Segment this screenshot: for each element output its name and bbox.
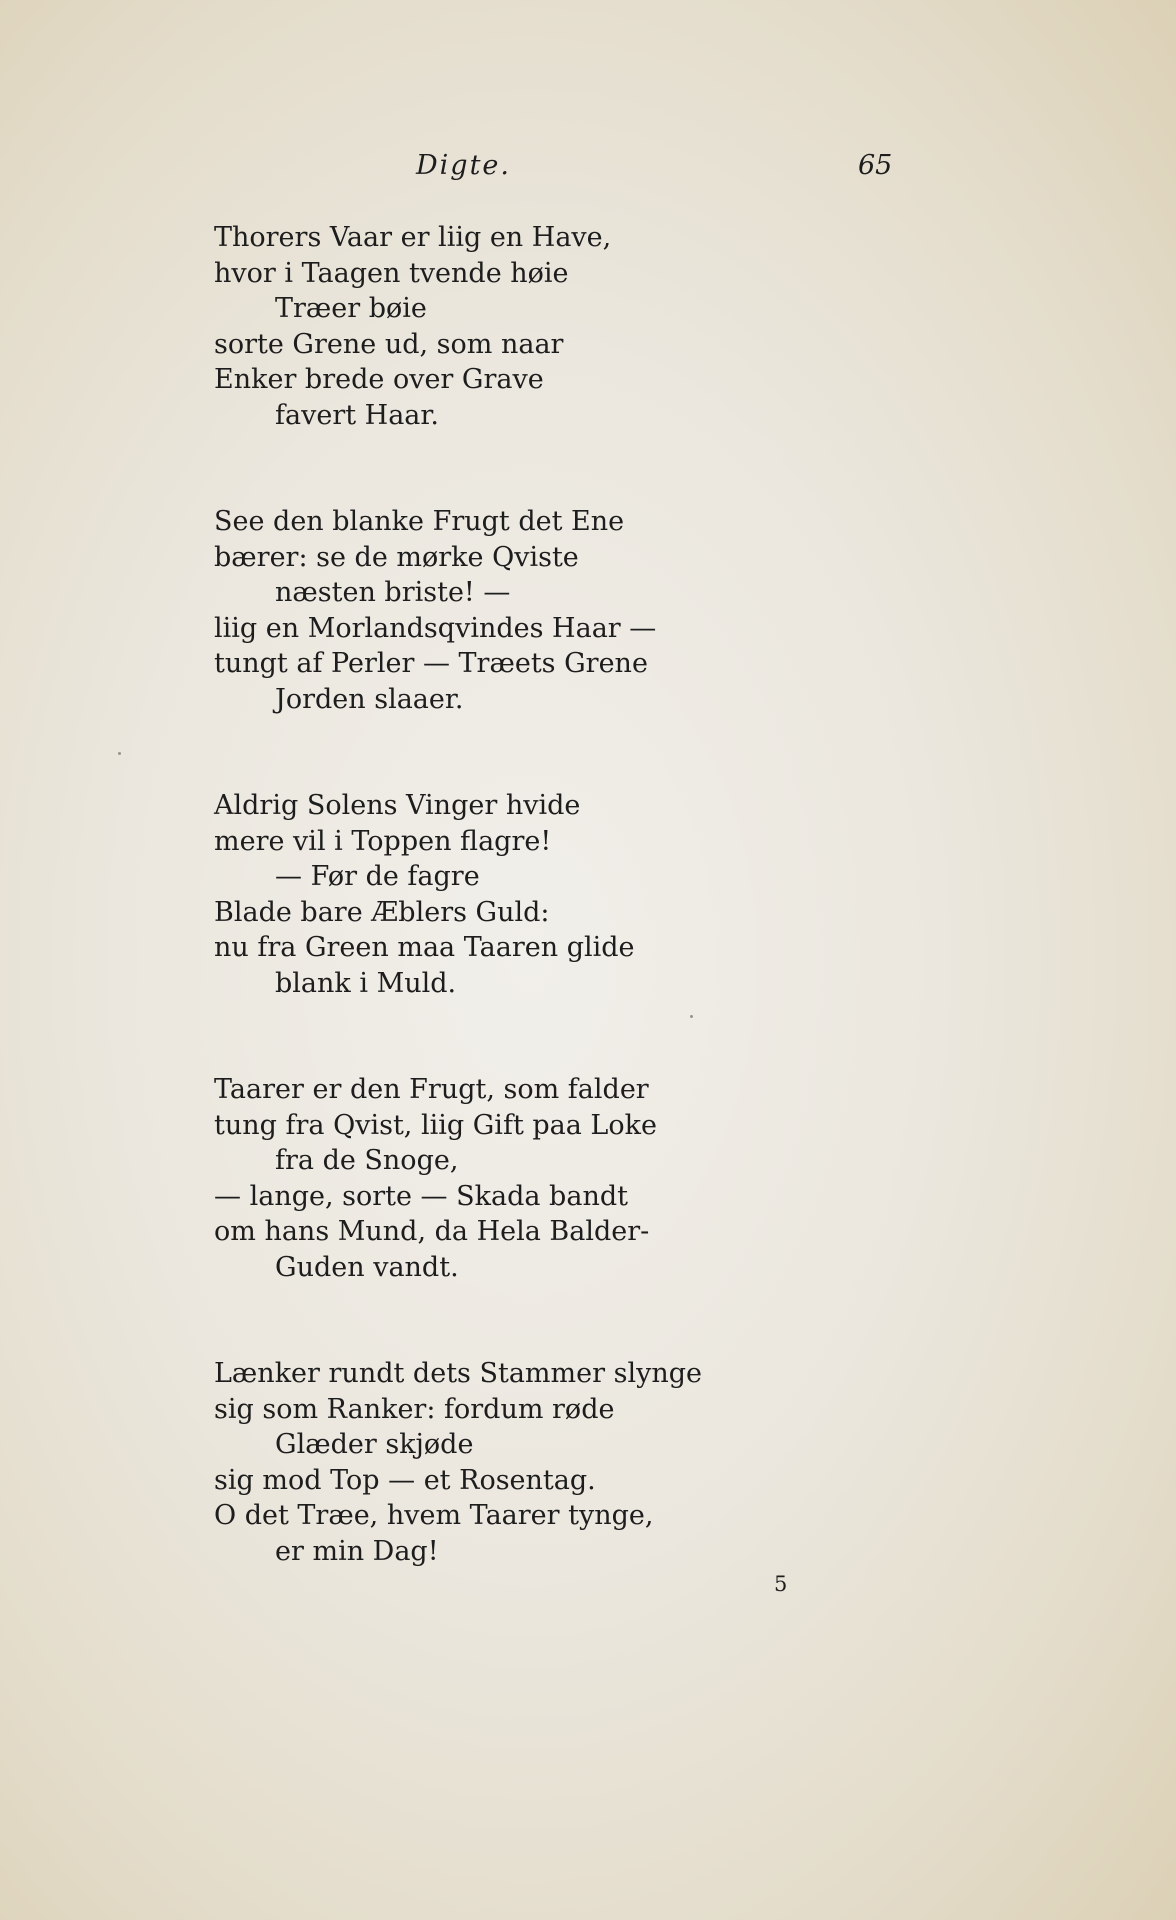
page-number: 65: [858, 150, 893, 181]
poem-line: sorte Grene ud, som naar: [214, 328, 564, 360]
running-head: [0, 150, 1176, 190]
poem-line: Blade bare Æblers Guld:: [214, 896, 550, 928]
poem-line: O det Træe, hvem Taarer tynge,: [214, 1500, 654, 1531]
stanza: [214, 1072, 934, 1285]
poem-body: [214, 220, 934, 1640]
poem-line: mere vil i Toppen flagre!: [214, 825, 552, 857]
poem-line: nu fra Green maa Taaren glide: [214, 932, 635, 963]
stanza: [214, 788, 934, 1001]
signature-mark: 5: [774, 1572, 788, 1596]
poem-line: Guden vandt.: [275, 1251, 459, 1283]
poem-line: tungt af Perler — Træets Grene: [214, 648, 648, 679]
poem-line: Thorers Vaar er liig en Have,: [214, 222, 612, 253]
poem-line: Aldrig Solens Vinger hvide: [214, 790, 581, 821]
poem-line: — lange, sorte — Skada bandt: [214, 1180, 628, 1212]
poem-line: Glæder skjøde: [275, 1429, 474, 1460]
poem-line: Enker brede over Grave: [214, 364, 544, 395]
poem-line: liig en Morlandsqvindes Haar —: [214, 612, 657, 644]
poem-line: fra de Snoge,: [275, 1145, 459, 1176]
poem-line: Taarer er den Frugt, som falder: [214, 1074, 649, 1105]
poem-line: Træer bøie: [275, 293, 427, 324]
poem-line: favert Haar.: [275, 399, 439, 431]
poem-line: om hans Mund, da Hela Balder-: [214, 1216, 650, 1247]
stanza: [214, 220, 934, 433]
poem-line: Lænker rundt dets Stammer slynge: [214, 1358, 702, 1389]
paper-speck: [690, 1015, 693, 1018]
poem-line: er min Dag!: [275, 1535, 439, 1567]
paper-speck: [118, 752, 121, 755]
poem-line: sig som Ranker: fordum røde: [214, 1393, 615, 1425]
poem-line: bærer: se de mørke Qviste: [214, 541, 579, 573]
poem-line: hvor i Taagen tvende høie: [214, 257, 569, 289]
stanza: [214, 1356, 934, 1569]
poem-line: tung fra Qvist, liig Gift paa Loke: [214, 1109, 657, 1141]
poem-line: blank i Muld.: [275, 967, 457, 999]
running-title: Digte.: [416, 150, 511, 181]
poem-line: næsten briste! —: [275, 577, 511, 608]
stanza: [214, 504, 934, 717]
poem-line: sig mod Top — et Rosentag.: [214, 1464, 596, 1496]
poem-line: See den blanke Frugt det Ene: [214, 506, 625, 537]
poem-line: Jorden slaaer.: [275, 683, 464, 715]
poem-line: — Før de fagre: [275, 861, 480, 892]
